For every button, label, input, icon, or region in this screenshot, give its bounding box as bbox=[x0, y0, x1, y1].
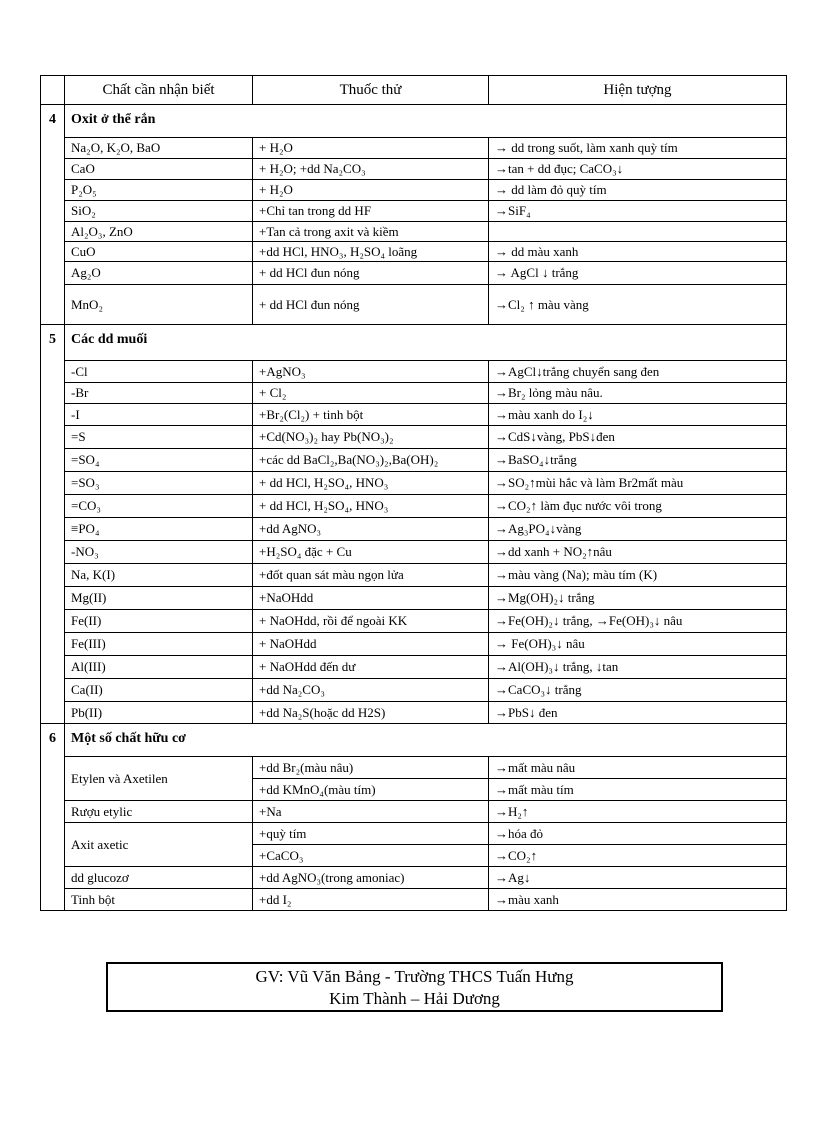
reagent-cell: +đốt quan sát màu ngọn lửa bbox=[253, 564, 489, 587]
phenomenon-cell: →dd xanh + NO₂↑nâu bbox=[489, 541, 787, 564]
substance-cell: Na, K(I) bbox=[65, 564, 253, 587]
section-number: 5 bbox=[41, 325, 65, 724]
substance-cell: Tinh bột bbox=[65, 889, 253, 911]
substance-cell: =S bbox=[65, 426, 253, 449]
chem-identification-table bbox=[40, 75, 787, 911]
substance-cell: Mg(II) bbox=[65, 587, 253, 610]
substance-cell: ≡PO₄ bbox=[65, 518, 253, 541]
phenomenon-cell: → dd màu xanh bbox=[489, 242, 787, 262]
substance-cell: CuO bbox=[65, 242, 253, 262]
footer-line-1: GV: Vũ Văn Bảng - Trường THCS Tuấn Hưng bbox=[255, 967, 574, 986]
table-row bbox=[41, 285, 787, 325]
phenomenon-cell: →Cl₂ ↑ màu vàng bbox=[489, 285, 787, 325]
reagent-cell: +dd HCl, HNO₃, H₂SO₄ loãng bbox=[253, 242, 489, 262]
substance-cell: Al(III) bbox=[65, 656, 253, 679]
table-row bbox=[41, 262, 787, 285]
header-cell-phenomenon: Hiện tượng bbox=[489, 76, 787, 105]
substance-cell: -Br bbox=[65, 383, 253, 404]
substance-cell: =CO₃ bbox=[65, 495, 253, 518]
reagent-cell: + NaOHdd bbox=[253, 633, 489, 656]
table-row bbox=[41, 656, 787, 679]
table-row bbox=[41, 201, 787, 222]
reagent-cell: + dd HCl, H₂SO₄, HNO₃ bbox=[253, 495, 489, 518]
table-row bbox=[41, 633, 787, 656]
reagent-cell: +NaOHdd bbox=[253, 587, 489, 610]
reagent-cell: +CaCO₃ bbox=[253, 845, 489, 867]
phenomenon-cell: →mất màu tím bbox=[489, 779, 787, 801]
table-row bbox=[41, 702, 787, 724]
section-row bbox=[41, 105, 787, 138]
table-row bbox=[41, 404, 787, 426]
substance-cell: MnO₂ bbox=[65, 285, 253, 325]
phenomenon-cell: →Ag₃PO₄↓vàng bbox=[489, 518, 787, 541]
phenomenon-cell: → AgCl ↓ trắng bbox=[489, 262, 787, 285]
reagent-cell: + Cl₂ bbox=[253, 383, 489, 404]
substance-cell: Na₂O, K₂O, BaO bbox=[65, 138, 253, 159]
phenomenon-cell: →CO₂↑ làm đục nước vôi trong bbox=[489, 495, 787, 518]
reagent-cell: +dd AgNO₃ bbox=[253, 518, 489, 541]
phenomenon-cell: →Al(OH)₃↓ trắng, ↓tan bbox=[489, 656, 787, 679]
table-row bbox=[41, 610, 787, 633]
table-row bbox=[41, 564, 787, 587]
table-row bbox=[41, 541, 787, 564]
phenomenon-cell: →CaCO₃↓ trắng bbox=[489, 679, 787, 702]
reagent-cell: + dd HCl, H₂SO₄, HNO₃ bbox=[253, 472, 489, 495]
table-row bbox=[41, 801, 787, 823]
section-title: Các dd muối bbox=[65, 325, 787, 361]
reagent-cell: + dd HCl đun nóng bbox=[253, 285, 489, 325]
reagent-cell: +Tan cả trong axit và kiềm bbox=[253, 222, 489, 242]
phenomenon-cell: →AgCl↓trắng chuyển sang đen bbox=[489, 361, 787, 383]
reagent-cell: +Br₂(Cl₂) + tinh bột bbox=[253, 404, 489, 426]
reagent-cell: +Na bbox=[253, 801, 489, 823]
phenomenon-cell: →SO₂↑mùi hắc và làm Br2mất màu bbox=[489, 472, 787, 495]
table-row bbox=[41, 361, 787, 383]
reagent-cell: +dd I₂ bbox=[253, 889, 489, 911]
substance-cell: P₂O₅ bbox=[65, 180, 253, 201]
phenomenon-cell: →tan + dd đục; CaCO₃↓ bbox=[489, 159, 787, 180]
phenomenon-cell: →Mg(OH)₂↓ trắng bbox=[489, 587, 787, 610]
header-row bbox=[41, 76, 787, 105]
substance-cell: Etylen và Axetilen bbox=[65, 757, 253, 801]
phenomenon-cell: →BaSO₄↓trắng bbox=[489, 449, 787, 472]
phenomenon-cell: →H₂↑ bbox=[489, 801, 787, 823]
reagent-cell: +quỳ tím bbox=[253, 823, 489, 845]
section-row bbox=[41, 724, 787, 757]
phenomenon-cell: → dd làm đỏ quỳ tím bbox=[489, 180, 787, 201]
section-number: 6 bbox=[41, 724, 65, 911]
reagent-cell: +Cd(NO₃)₂ hay Pb(NO₃)₂ bbox=[253, 426, 489, 449]
reagent-cell: +dd Na₂S(hoặc dd H2S) bbox=[253, 702, 489, 724]
phenomenon-cell: →mất màu nâu bbox=[489, 757, 787, 779]
reagent-cell: + H₂O bbox=[253, 138, 489, 159]
phenomenon-cell: →SiF₄ bbox=[489, 201, 787, 222]
table-row bbox=[41, 889, 787, 911]
table-row bbox=[41, 449, 787, 472]
reagent-cell: +H₂SO₄ đặc + Cu bbox=[253, 541, 489, 564]
substance-cell: -I bbox=[65, 404, 253, 426]
table-row bbox=[41, 823, 787, 845]
table-row bbox=[41, 587, 787, 610]
table-row bbox=[41, 180, 787, 201]
phenomenon-cell: →Br₂ lỏng màu nâu. bbox=[489, 383, 787, 404]
table-row bbox=[41, 159, 787, 180]
substance-cell: SiO₂ bbox=[65, 201, 253, 222]
substance-cell: Ca(II) bbox=[65, 679, 253, 702]
section-title: Oxit ở thể rắn bbox=[65, 105, 787, 138]
footer-line-2: Kim Thành – Hải Dương bbox=[329, 989, 500, 1008]
reagent-cell: + NaOHdd đến dư bbox=[253, 656, 489, 679]
reagent-cell: +dd Br₂(màu nâu) bbox=[253, 757, 489, 779]
reagent-cell: + NaOHdd, rồi để ngoài KK bbox=[253, 610, 489, 633]
table-row bbox=[41, 426, 787, 449]
table-body bbox=[41, 76, 787, 911]
reagent-cell: + H₂O bbox=[253, 180, 489, 201]
substance-cell: Fe(II) bbox=[65, 610, 253, 633]
header-cell-substance: Chất cần nhận biết bbox=[65, 76, 253, 105]
phenomenon-cell: →hóa đỏ bbox=[489, 823, 787, 845]
phenomenon-cell: →màu xanh do I₂↓ bbox=[489, 404, 787, 426]
reagent-cell: + dd HCl đun nóng bbox=[253, 262, 489, 285]
substance-cell: Pb(II) bbox=[65, 702, 253, 724]
table-row bbox=[41, 867, 787, 889]
substance-cell: =SO₄ bbox=[65, 449, 253, 472]
table-row bbox=[41, 222, 787, 242]
header-cell-reagent: Thuốc thử bbox=[253, 76, 489, 105]
footer-box bbox=[106, 962, 723, 1012]
section-row bbox=[41, 325, 787, 361]
section-title: Một số chất hữu cơ bbox=[65, 724, 787, 757]
reagent-cell: + H₂O; +dd Na₂CO₃ bbox=[253, 159, 489, 180]
table-row bbox=[41, 138, 787, 159]
table-row bbox=[41, 679, 787, 702]
reagent-cell: +các dd BaCl₂,Ba(NO₃)₂,Ba(OH)₂ bbox=[253, 449, 489, 472]
table-row bbox=[41, 757, 787, 779]
reagent-cell: +dd Na₂CO₃ bbox=[253, 679, 489, 702]
reagent-cell: +Chỉ tan trong dd HF bbox=[253, 201, 489, 222]
substance-cell: =SO₃ bbox=[65, 472, 253, 495]
phenomenon-cell: → dd trong suốt, làm xanh quỳ tím bbox=[489, 138, 787, 159]
table-row bbox=[41, 518, 787, 541]
substance-cell: dd glucozơ bbox=[65, 867, 253, 889]
phenomenon-cell: →CO₂↑ bbox=[489, 845, 787, 867]
phenomenon-cell: →màu vàng (Na); màu tím (K) bbox=[489, 564, 787, 587]
phenomenon-cell: →Ag↓ bbox=[489, 867, 787, 889]
phenomenon-cell: → Fe(OH)₃↓ nâu bbox=[489, 633, 787, 656]
phenomenon-cell: →Fe(OH)₂↓ trắng, →Fe(OH)₃↓ nâu bbox=[489, 610, 787, 633]
phenomenon-cell bbox=[489, 222, 787, 242]
reagent-cell: +dd KMnO₄(màu tím) bbox=[253, 779, 489, 801]
substance-cell: CaO bbox=[65, 159, 253, 180]
table-row bbox=[41, 472, 787, 495]
substance-cell: Al₂O₃, ZnO bbox=[65, 222, 253, 242]
phenomenon-cell: →màu xanh bbox=[489, 889, 787, 911]
table-row bbox=[41, 383, 787, 404]
substance-cell: Fe(III) bbox=[65, 633, 253, 656]
header-cell-num bbox=[41, 76, 65, 105]
table-row bbox=[41, 242, 787, 262]
reagent-cell: +dd AgNO₃(trong amoniac) bbox=[253, 867, 489, 889]
phenomenon-cell: →PbS↓ đen bbox=[489, 702, 787, 724]
substance-cell: Ag₂O bbox=[65, 262, 253, 285]
substance-cell: Axit axetic bbox=[65, 823, 253, 867]
table-row bbox=[41, 495, 787, 518]
substance-cell: -Cl bbox=[65, 361, 253, 383]
reagent-cell: +AgNO₃ bbox=[253, 361, 489, 383]
substance-cell: -NO₃ bbox=[65, 541, 253, 564]
phenomenon-cell: →CdS↓vàng, PbS↓đen bbox=[489, 426, 787, 449]
section-number: 4 bbox=[41, 105, 65, 325]
substance-cell: Rượu etylic bbox=[65, 801, 253, 823]
